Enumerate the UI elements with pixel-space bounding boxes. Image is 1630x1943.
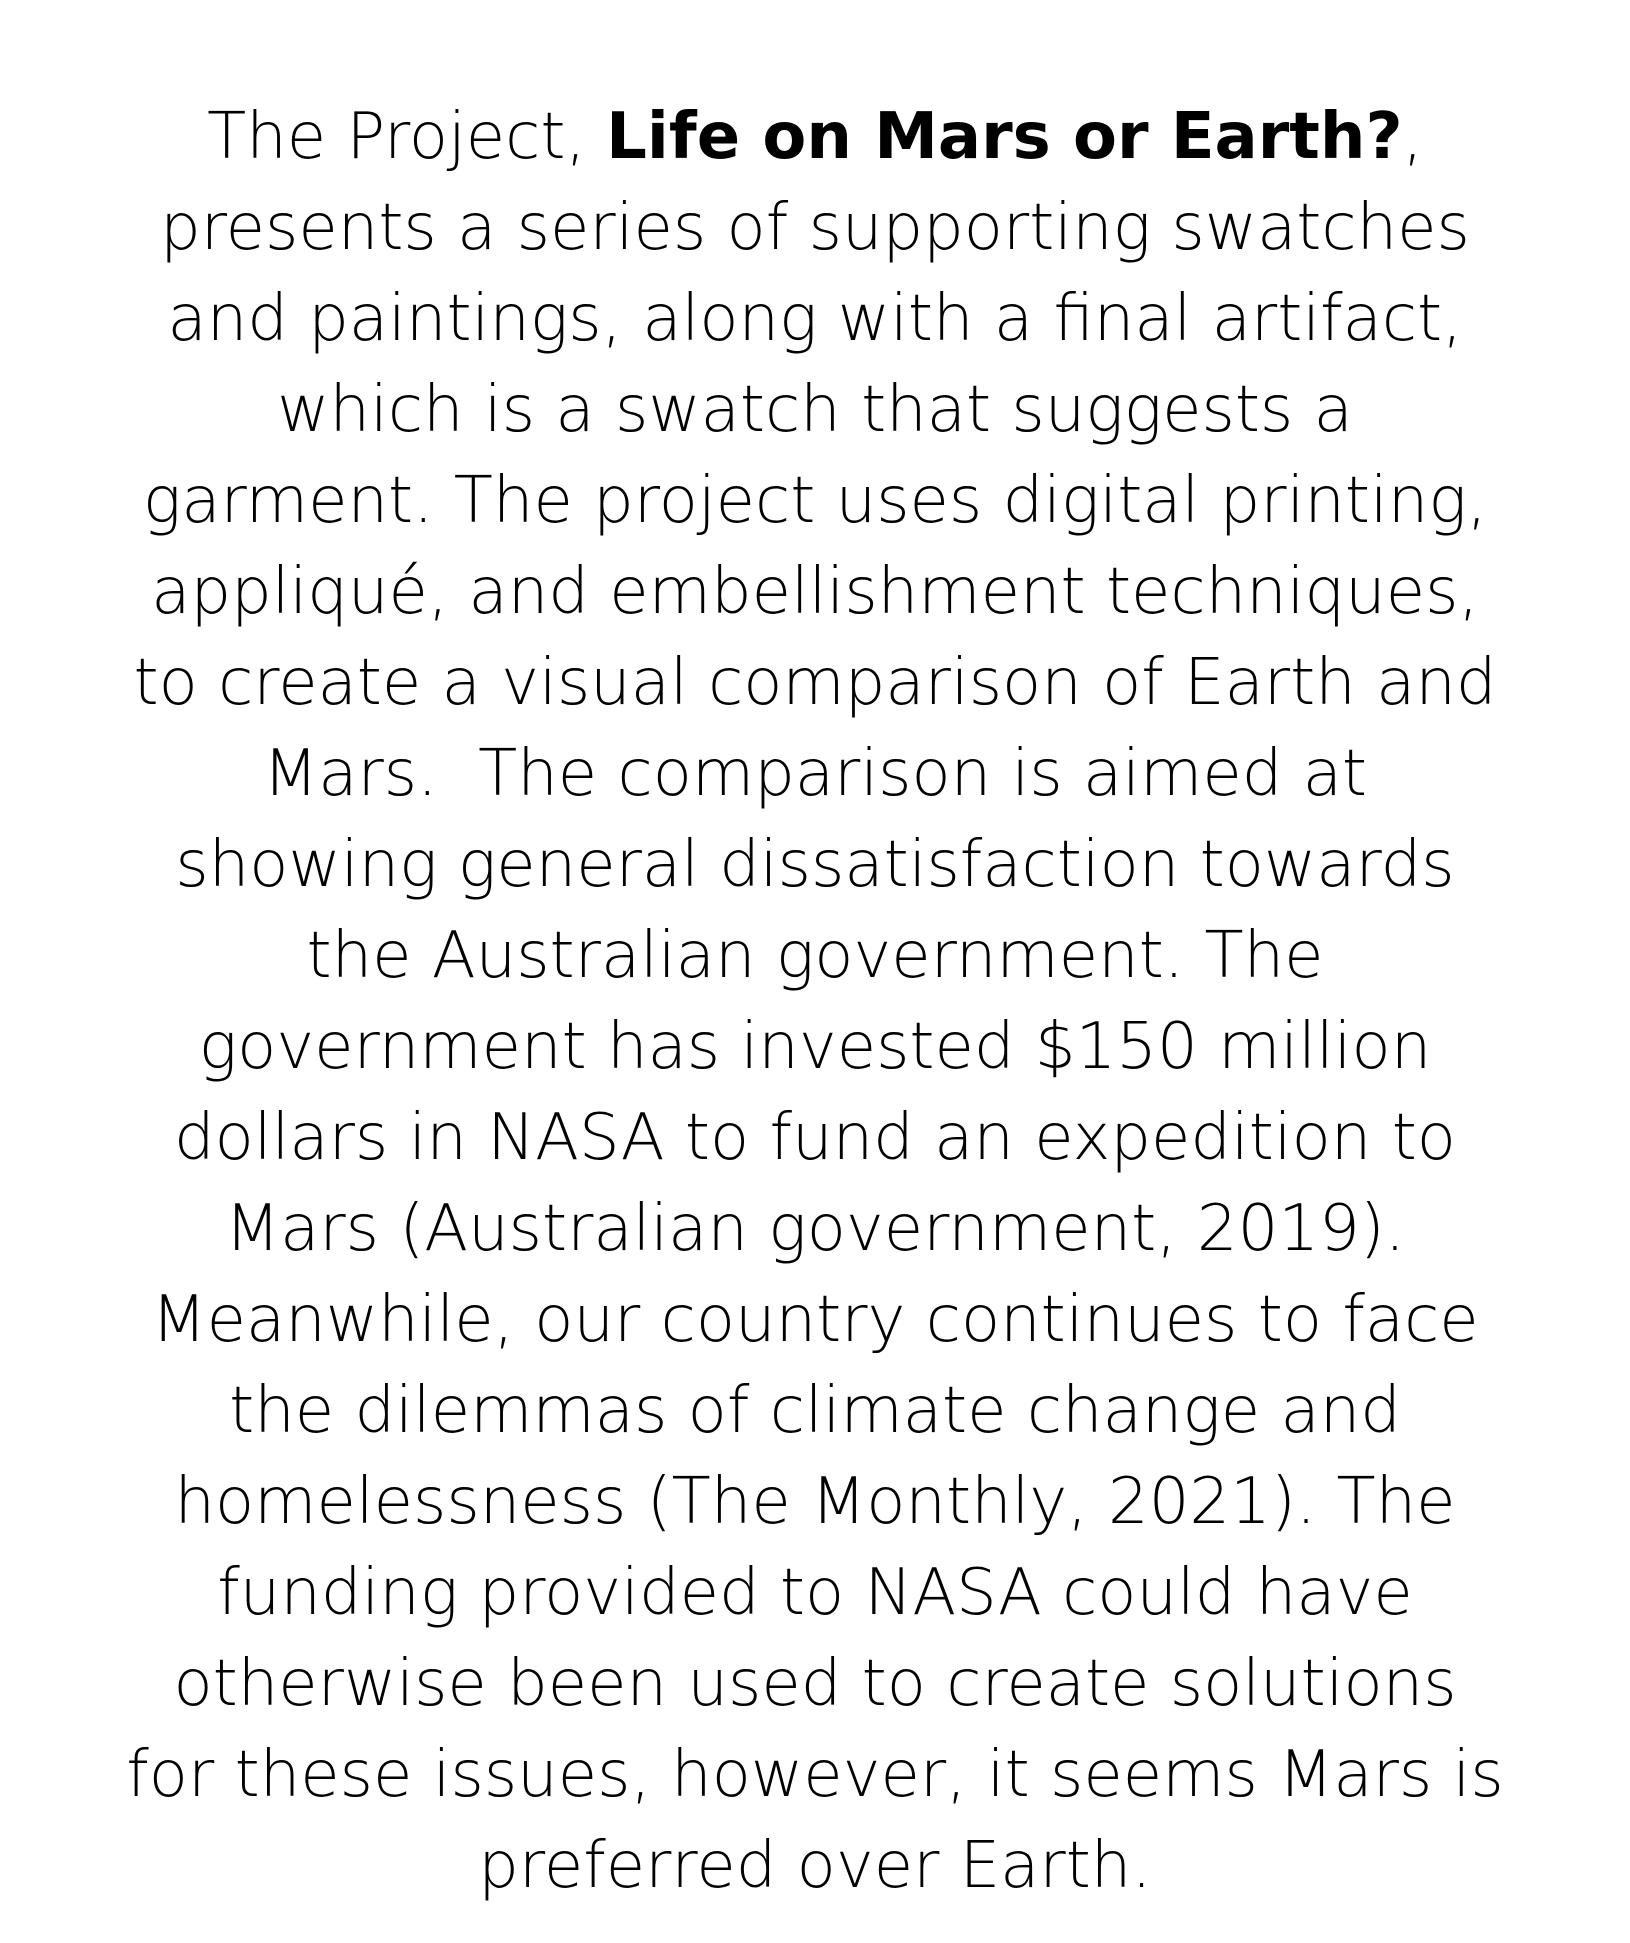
paragraph-line: garment. The project uses digital printing, bbox=[142, 464, 1488, 538]
paragraph-line: for these issues, however, it seems Mars is bbox=[126, 1738, 1504, 1812]
paragraph-line: Meanwhile, our country continues to face bbox=[151, 1283, 1479, 1357]
paragraph-line: otherwise been used to create solutions bbox=[173, 1647, 1457, 1721]
paragraph-line bbox=[60, 92, 1570, 183]
paragraph-line: appliqué, and embellishment techniques, bbox=[151, 555, 1479, 629]
paragraph-line: Mars (Australian government, 2019). bbox=[224, 1192, 1406, 1266]
paragraph-line: dollars in NASA to fund an expedition to bbox=[174, 1101, 1456, 1175]
paragraph-line: the Australian government. The bbox=[306, 919, 1324, 993]
paragraph-line: showing general dissatisfaction towards bbox=[175, 828, 1455, 902]
paragraph-line: presents a series of supporting swatches bbox=[160, 191, 1470, 265]
intro-text: The Project, bbox=[207, 100, 607, 174]
paragraph-line: to create a visual comparison of Earth and bbox=[133, 646, 1497, 720]
paragraph-line: which is a swatch that suggests a bbox=[277, 373, 1353, 447]
paragraph-line: homelessness (The Monthly, 2021). The bbox=[174, 1465, 1456, 1539]
project-title: Life on Mars or Earth? bbox=[606, 100, 1403, 174]
paragraph-line: Mars. The comparison is aimed at bbox=[263, 737, 1367, 811]
body-paragraph bbox=[60, 92, 1570, 1912]
paragraph-line: funding provided to NASA could have bbox=[217, 1556, 1413, 1630]
intro-punctuation: , bbox=[1402, 100, 1423, 174]
paragraph-line: the dilemmas of climate change and bbox=[229, 1374, 1401, 1448]
paragraph-line: preferred over Earth. bbox=[478, 1829, 1152, 1903]
paragraph-line: government has invested $150 million bbox=[198, 1010, 1432, 1084]
paragraph-line: and paintings, along with a final artifact, bbox=[167, 282, 1463, 356]
